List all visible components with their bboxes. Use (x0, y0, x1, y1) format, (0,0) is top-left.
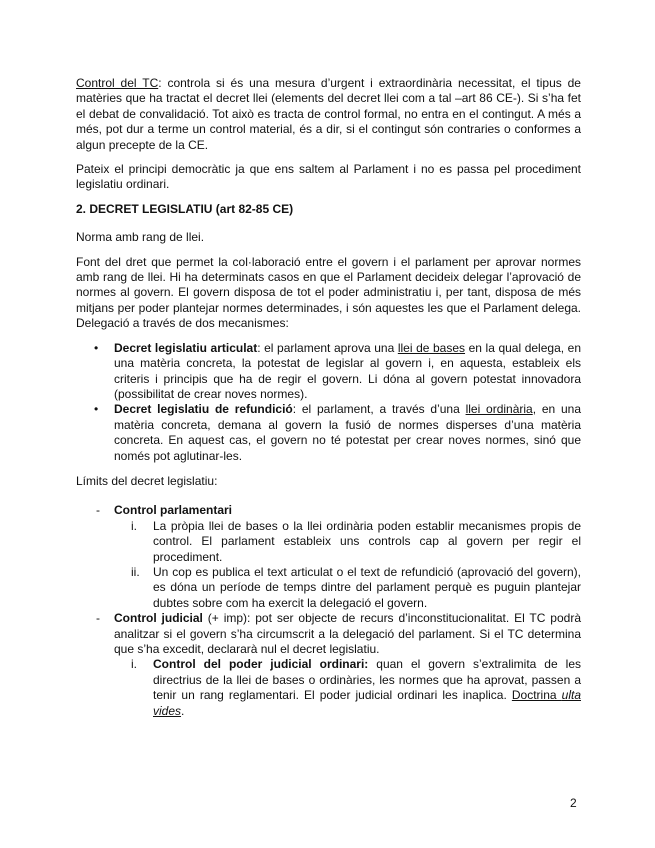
list-item: - Control judicial (+ imp): pot ser objecte de recurs d’inconstitucionalitat. El TC podrà analitzar si el govern s’ha circumscrit a la delegació del parlament. Si el TC determina que s’ha excedit, declararà nul el decret legislatiu. i. Control del poder judicial ordinari: quan el govern s’extralimita de les directrius de la llei de bases o ordinàries, les normes que ha aprovat, passen a tenir un rang reglamentari. El poder judicial ordinari les inaplica. Doctrina ulta vides. (96, 611, 581, 718)
paragraph-democratic-principle: Pateix el principi democràtic ja que ens saltem al Parlament i no es passa pel procediment legislatiu ordinari. (76, 162, 581, 192)
mechanisms-list (76, 341, 581, 464)
limits-list (76, 503, 581, 719)
jud-sublist (114, 657, 581, 719)
bullet-icon: • (94, 340, 99, 355)
list-item: ii. Un cop es publica el text articulat o el text de refundició (aprovació del govern), es dóna un període de temps dintre del parlament perquè es puguin plantejar dubtes sobre com ha exercit la delegació el govern. (131, 564, 581, 610)
control-tc-term: Control del TC (76, 76, 159, 90)
list-item (76, 503, 581, 611)
control-judicial-title: Control judicial (114, 611, 203, 626)
page-number: 2 (570, 796, 577, 810)
bullet-icon: • (94, 402, 99, 417)
paragraph-tc-control: Control del TC: controla si és una mesura d’urgent i extraordinària necessitat, el tipus de matèries que ha tractat el decret llei (elements del decret llei com a tal –art 86 CE-). Si s’ha fet el debat de convalidació. Tot això es tracta de control formal, no entra en el contingut. A més a més, pot dur a terme un control material, és a dir, si el contingut són contraries o conformes a algun precepte de la CE. (76, 76, 581, 152)
dash-marker: - (96, 611, 100, 626)
list-item: • Decret legislatiu articulat: el parlament aprova una llei de bases en la qual delega, en una matèria concreta, la potestat de legislar al govern i, en aquesta, estableix els criteris i principis que ha de regir el govern. Li dóna al govern potestat innovadora (possibilitat de crear noves normes). (94, 340, 581, 401)
list-item: • Decret legislatiu de refundició: el parlament, a través d’una llei ordinària, en una matèria concreta, demana al govern la fusió de normes disperses d’una matèria concreta. En aquest cas, el govern no té potestat per crear noves normes, sinó que només pot aglutinar-les. (94, 402, 581, 463)
doctrina-term: Doctrina ulta vides (153, 688, 581, 718)
document-page (76, 76, 581, 719)
dash-marker: - (96, 503, 100, 518)
llei-de-bases-term: llei de bases (397, 340, 466, 355)
list-item: i. La pròpia llei de bases o la llei ordinària poden establir mecanismes propis de control. El parlament estableix uns controls cap al govern per regir el procediment. (131, 518, 581, 564)
section-heading: 2. DECRET LEGISLATIU (art 82-85 CE) (76, 201, 294, 216)
paragraph-norma: Norma amb rang de llei. (76, 230, 205, 245)
llei-ordinaria-term: llei ordinària (465, 402, 533, 417)
paragraph-limits: Límits del decret legislatiu: (76, 473, 218, 488)
control-parlamentari-title: Control parlamentari (114, 503, 233, 518)
list-item: i. Control del poder judicial ordinari: quan el govern s’extralimita de les directrius de la llei de bases o ordinàries, les normes que ha aprovat, passen a tenir un rang reglamentari. El poder judicial ordinari les inaplica. Doctrina ulta vides. (131, 657, 581, 718)
parl-sublist (114, 519, 581, 611)
paragraph-font-del-dret: Font del dret que permet la col·laboració entre el govern i el parlament per aprovar normes amb rang de llei. Hi ha determinats casos en que el Parlament decideix delegar l’aprovació de normes al govern. El govern disposa de tot el poder administratiu i, per tant, disposa de més mitjans per poder plantejar normes determinades, i són aquestes les que el Parlament delega. Delegació a través de dos mecanismes: (76, 254, 581, 331)
